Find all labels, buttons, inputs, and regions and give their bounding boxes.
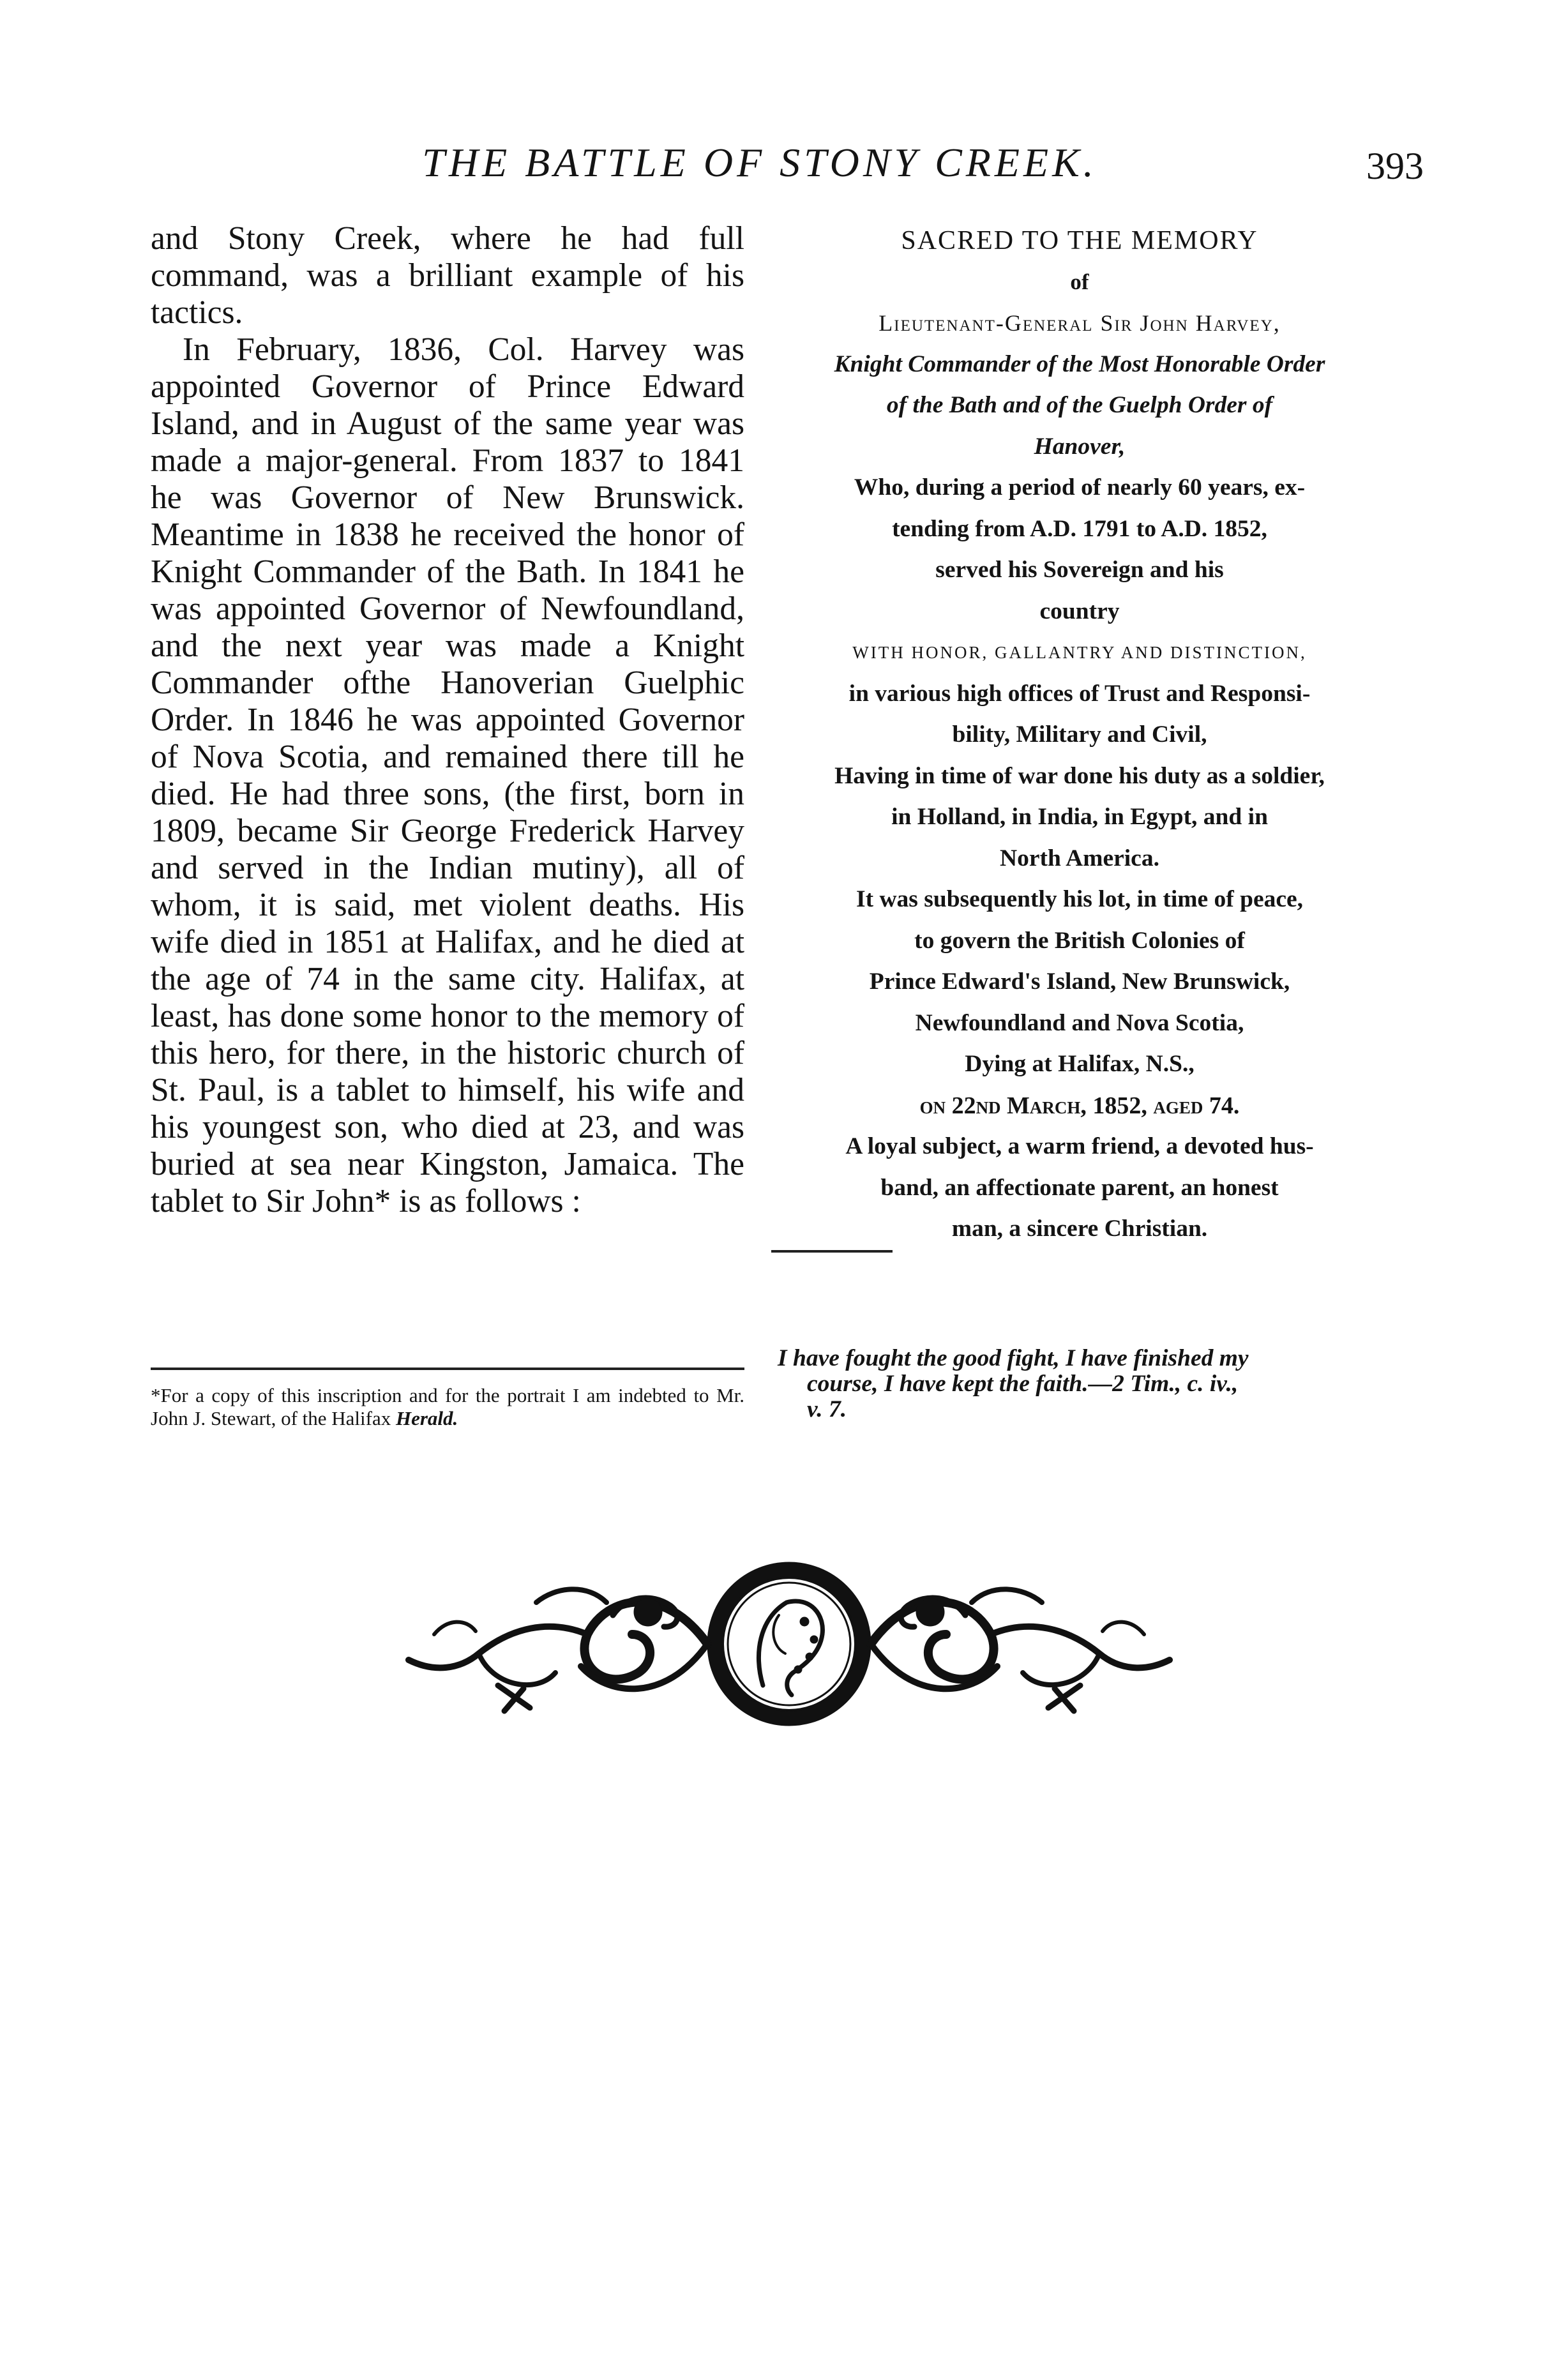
page-header (147, 139, 1424, 197)
inscription-honor-line: WITH HONOR, GALLANTRY AND DISTINCTION, (852, 643, 1307, 662)
inscription-line: to govern the British Colonies of (914, 927, 1245, 954)
inscription-of: of (1070, 269, 1089, 294)
inscription-line: Prince Edward's Island, New Brunswick, (869, 968, 1290, 995)
inscription-line: Dying at Halifax, N.S., (965, 1051, 1195, 1077)
inscription-line: Having in time of war done his duty as a soldier, (834, 762, 1325, 789)
ornamental-scroll-with-medallion-icon (396, 1558, 1182, 1730)
footnote-italic: Herald. (395, 1407, 458, 1429)
inscription-line: Newfoundland and Nova Scotia, (915, 1009, 1244, 1036)
paragraph-harvey-career: In February, 1836, Col. Harvey was appointed Governor of Prince Edward Island, and in August of the same year was made a major-general. From 1837 to 1841 he was Governor of New Brunswick. Meantime in 1838 he received the honor of Knight Commander of the Bath. In 1841 he was appointed Governor of Newfoundland, and the next year was made a Knight Commander ofthe Hanoverian Guelphic Order. In 1846 he was appointed Governor of Nova Scotia, and remained there till he died. He had three sons, (the first, born in 1809, became Sir George Frederick Harvey and served in the Indian mutiny), all of whom, it is said, met violent deaths. His wife died in 1851 at Halifax, and he died at the age of 74 in the same city. Halifax, at least, has done some honor to the memory of this hero, for there, in the historic church of St. Paul, is a tablet to himself, his wife and his youngest son, who died at 23, and was buried at sea near Kingston, Jamaica. The tablet to Sir John* is as follows : (151, 331, 744, 1219)
inscription-line: tending from A.D. 1791 to A.D. 1852, (892, 515, 1267, 542)
scripture-line: I have fought the good fight, I have finished my (778, 1345, 1249, 1371)
inscription-line: bility, Military and Civil, (952, 721, 1207, 748)
left-column (151, 220, 744, 1220)
inscription-divider (771, 1250, 893, 1253)
inscription-line: country (1039, 598, 1120, 624)
inscription-order-line: Knight Commander of the Most Honorable Order (834, 350, 1325, 377)
inscription-line: Who, during a period of nearly 60 years, ex- (854, 474, 1306, 501)
running-title: THE BATTLE OF STONY CREEK. (422, 140, 1097, 185)
inscription-line: served his Sovereign and his (935, 557, 1224, 583)
inscription-line: in various high offices of Trust and Responsi- (848, 680, 1311, 707)
page-number: 393 (1366, 145, 1424, 187)
inscription-line: North America. (1000, 845, 1159, 871)
inscription-name: Lieutenant-General Sir John Harvey, (878, 310, 1281, 336)
inscription-line: band, an affectionate parent, an honest (880, 1174, 1279, 1201)
inscription-heading: SACRED TO THE MEMORY (901, 226, 1258, 255)
footnote-divider (151, 1368, 744, 1370)
inscription-order-line: of the Bath and of the Guelph Order of (886, 392, 1273, 418)
inscription-line: in Holland, in India, in Egypt, and in (891, 804, 1268, 830)
memorial-inscription (771, 220, 1388, 1253)
inscription-line: It was subsequently his lot, in time of peace, (856, 886, 1304, 912)
scripture-line: v. 7. (807, 1396, 847, 1422)
footnote (151, 1384, 744, 1430)
scripture-line: course, I have kept the faith.—2 Tim., c. iv., (807, 1371, 1239, 1397)
inscription-date-line: on 22nd March, 1852, aged 74. (919, 1092, 1240, 1119)
inscription-order-line: Hanover, (1034, 433, 1126, 460)
inscription-line: man, a sincere Christian. (951, 1216, 1208, 1242)
footnote-text: *For a copy of this inscription and for the portrait I am indebted to Mr. John J. Stewart, of the Halifax (151, 1384, 744, 1429)
scripture-quote (778, 1346, 1385, 1422)
inscription-line: A loyal subject, a warm friend, a devoted hus- (845, 1133, 1314, 1159)
paragraph-continuation: and Stony Creek, where he had full command, was a brilliant example of his tactics. (151, 220, 744, 331)
